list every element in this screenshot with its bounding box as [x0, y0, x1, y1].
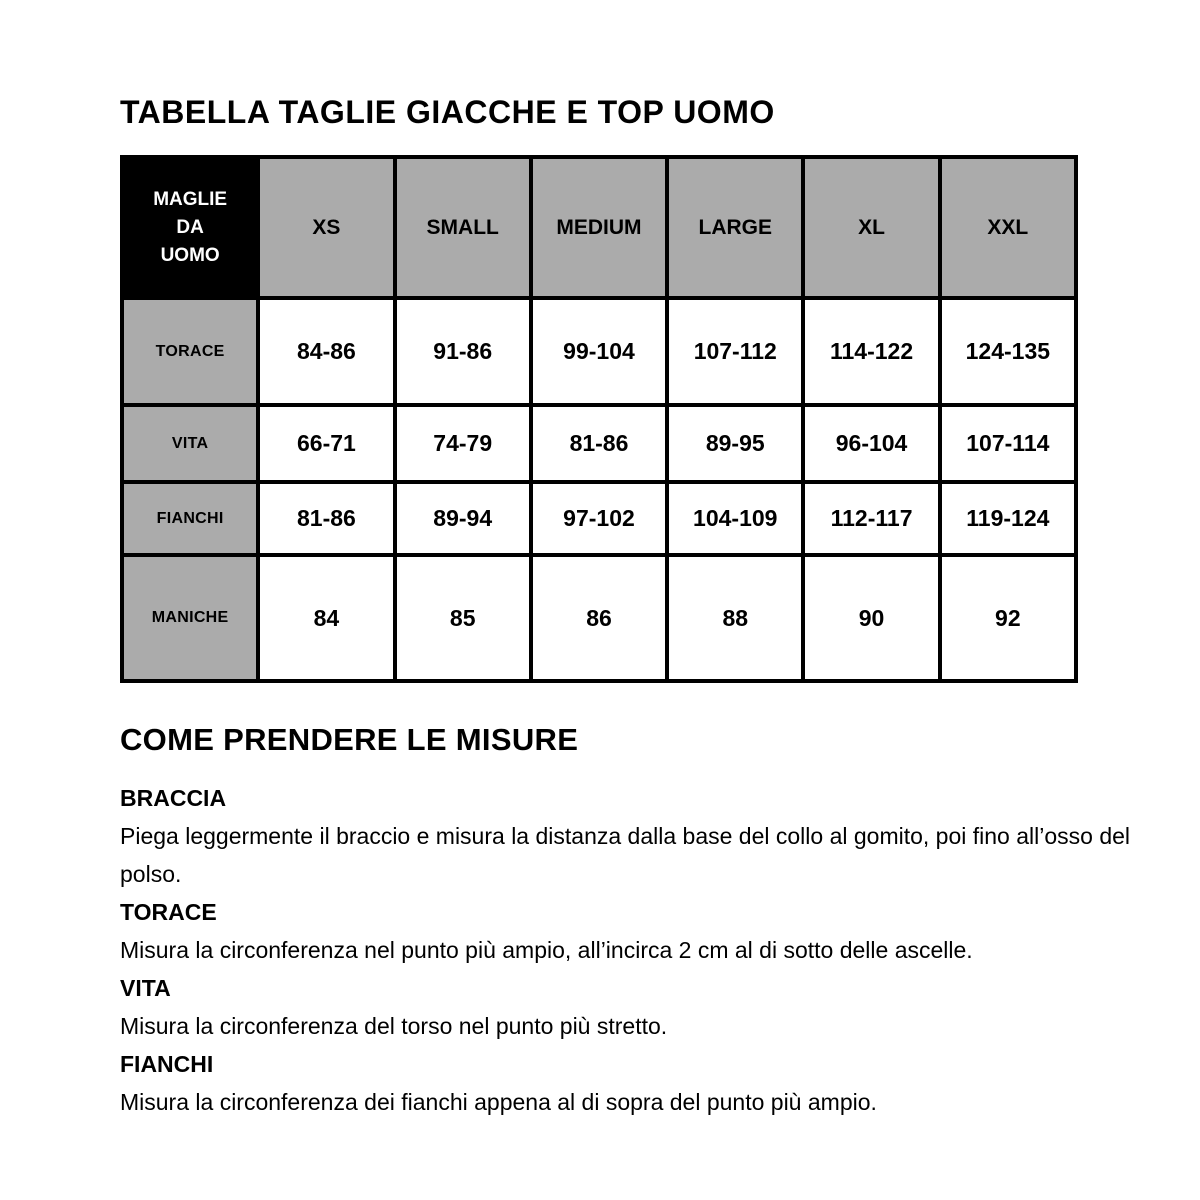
- measure-text: Misura la circonferenza dei fianchi appena al di sopra del punto più ampio.: [120, 1089, 877, 1115]
- size-cell: 99-104: [531, 298, 667, 405]
- corner-cell: [122, 157, 258, 298]
- size-cell: 74-79: [395, 405, 531, 482]
- corner-label: MAGLIE DA UOMO: [153, 188, 228, 266]
- size-cell: 85: [395, 555, 531, 681]
- column-header-xxl: XXL: [940, 157, 1076, 298]
- measure-label: TORACE: [120, 899, 217, 925]
- column-header-xl: XL: [803, 157, 939, 298]
- size-cell: 96-104: [803, 405, 939, 482]
- table-row-maniche: [122, 555, 1076, 681]
- row-label-fianchi: FIANCHI: [122, 482, 258, 555]
- column-header-medium: MEDIUM: [531, 157, 667, 298]
- measure-label: FIANCHI: [120, 1051, 214, 1077]
- size-table: [120, 155, 1078, 683]
- measure-section-heading: COME PRENDERE LE MISURE: [120, 722, 579, 757]
- size-cell: 90: [803, 555, 939, 681]
- table-row-torace: [122, 298, 1076, 405]
- row-label-vita: VITA: [122, 405, 258, 482]
- row-label-maniche: MANICHE: [122, 555, 258, 681]
- size-cell: 91-86: [395, 298, 531, 405]
- size-cell: 107-114: [940, 405, 1076, 482]
- measure-label: VITA: [120, 975, 171, 1001]
- measure-section: [120, 779, 1140, 1121]
- measure-text: Misura la circonferenza nel punto più ampio, all’incirca 2 cm al di sotto delle ascelle.: [120, 937, 973, 963]
- column-header-large: LARGE: [667, 157, 803, 298]
- size-cell: 104-109: [667, 482, 803, 555]
- column-header-xs: XS: [258, 157, 394, 298]
- measure-item-fianchi: [120, 1045, 1140, 1121]
- page-title: TABELLA TAGLIE GIACCHE E TOP UOMO: [120, 94, 775, 130]
- table-row-fianchi: [122, 482, 1076, 555]
- size-cell: 81-86: [258, 482, 394, 555]
- measure-text: Misura la circonferenza del torso nel punto più stretto.: [120, 1013, 668, 1039]
- column-header-small: SMALL: [395, 157, 531, 298]
- measure-label: BRACCIA: [120, 785, 227, 811]
- measure-item-vita: [120, 969, 1140, 1045]
- size-cell: 88: [667, 555, 803, 681]
- size-cell: 124-135: [940, 298, 1076, 405]
- table-header-row: [122, 157, 1076, 298]
- table-row-vita: [122, 405, 1076, 482]
- size-cell: 89-95: [667, 405, 803, 482]
- measure-item-braccia: [120, 779, 1140, 893]
- row-label-torace: TORACE: [122, 298, 258, 405]
- size-cell: 112-117: [803, 482, 939, 555]
- size-cell: 84: [258, 555, 394, 681]
- size-cell: 97-102: [531, 482, 667, 555]
- size-cell: 119-124: [940, 482, 1076, 555]
- size-cell: 89-94: [395, 482, 531, 555]
- size-cell: 114-122: [803, 298, 939, 405]
- size-cell: 107-112: [667, 298, 803, 405]
- size-cell: 66-71: [258, 405, 394, 482]
- measure-item-torace: [120, 893, 1140, 969]
- size-cell: 86: [531, 555, 667, 681]
- size-cell: 81-86: [531, 405, 667, 482]
- size-cell: 84-86: [258, 298, 394, 405]
- measure-text: Piega leggermente il braccio e misura la distanza dalla base del collo al gomito, poi fino all’osso del polso.: [120, 823, 1131, 887]
- size-cell: 92: [940, 555, 1076, 681]
